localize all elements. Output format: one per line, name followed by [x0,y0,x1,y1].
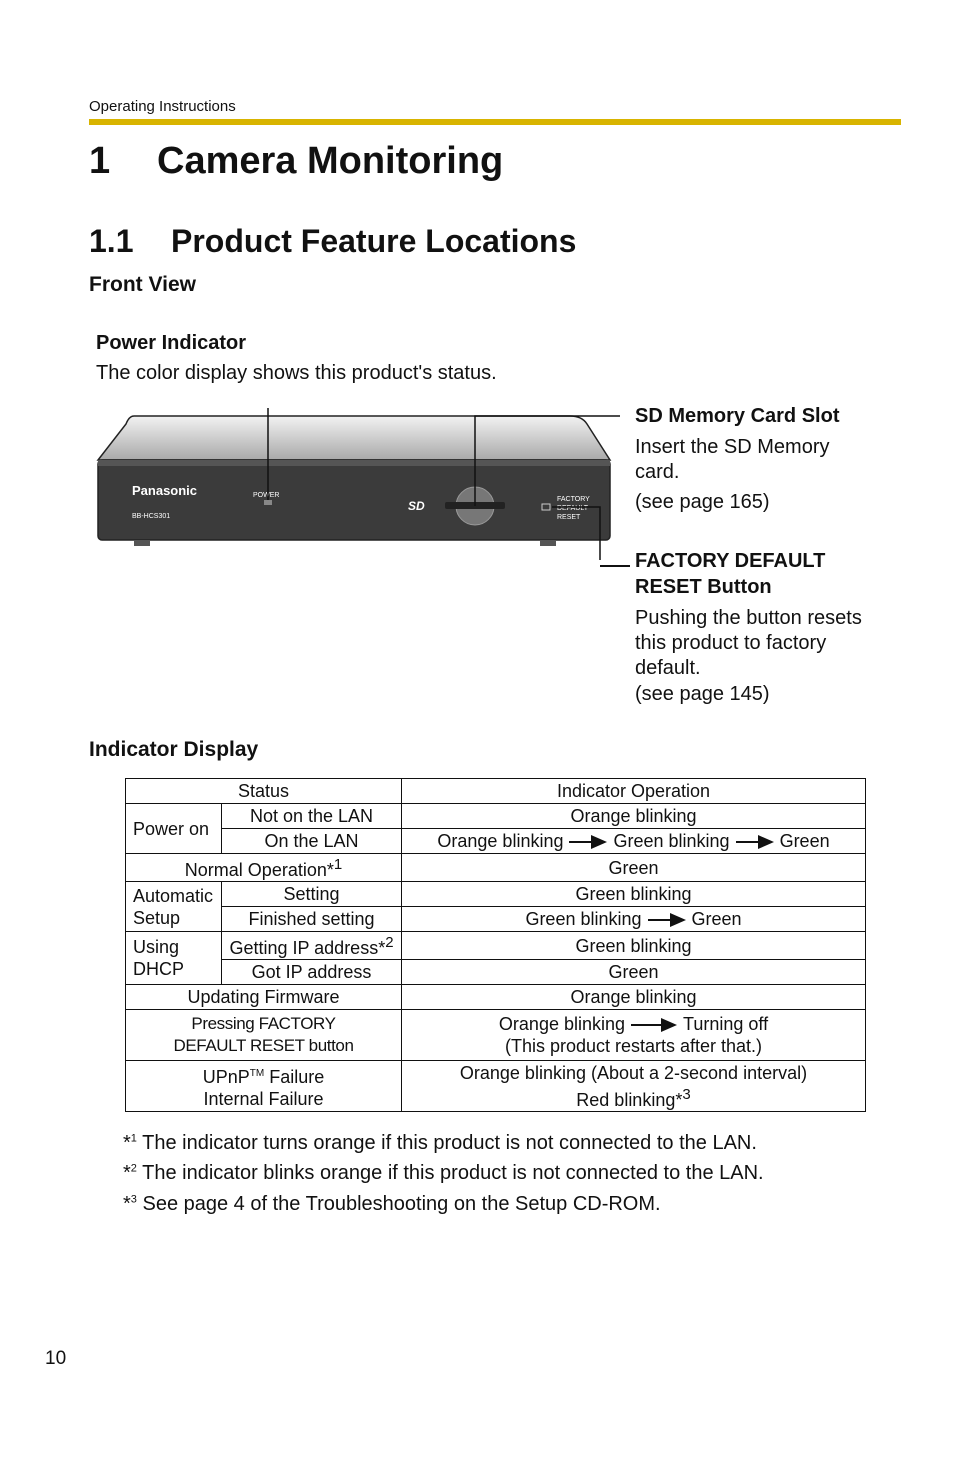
status-cell [126,854,402,882]
op-step: Green blinking [525,909,642,929]
status-text: UPnP [202,1066,250,1087]
sd-slot-title: SD Memory Card Slot [635,405,840,427]
power-on-cell: Power on [126,804,222,854]
status-text: DEFAULT RESET button [173,1036,354,1055]
footnote-ref: 3 [682,1085,691,1103]
reset-desc-2: this product to factory [635,632,827,654]
indicator-table [125,778,866,1112]
table-row [126,1061,866,1112]
operation-header: Indicator Operation [402,779,866,804]
reset-desc-1: Pushing the button resets [635,607,862,629]
operation-cell: Green [402,854,866,882]
status-text: Failure [264,1066,325,1087]
device-reset-label: RESET [557,514,581,521]
group-label: Automatic [133,885,214,906]
device-power-label: POWER [253,492,280,499]
status-cell: Setting [222,882,402,907]
device-factory-label: FACTORY [557,496,590,503]
status-text: Pressing FACTORY [191,1014,336,1033]
front-view-heading: Front View [89,273,196,296]
status-cell: Updating Firmware [126,985,402,1010]
reset-title-1: FACTORY DEFAULT [635,550,826,572]
sd-slot-desc-2: card. [635,461,680,483]
device-foot [540,540,556,546]
arrow-icon [569,835,607,849]
group-label: Using [133,937,180,957]
section-title [89,223,576,260]
footnote-3: *$^3$ See page 4 of the Troubleshooting on the Setup CD-ROM. [123,1193,661,1215]
section-title-text: Product Feature Locations [171,223,577,259]
table-row [126,985,866,1010]
op-note: (This product restarts after that.) [504,1036,763,1056]
page-number: 10 [45,1348,67,1369]
sd-slot-ref: (see page 165) [635,491,770,513]
table-row [126,907,866,932]
device-top [98,416,610,460]
device-foot [134,540,150,546]
header-rule [89,119,901,125]
chapter-title-text: Camera Monitoring [157,140,504,182]
footnote-ref: 1 [333,856,343,873]
op-step: Orange blinking (About a 2-second interval) [459,1062,808,1083]
using-dhcp-cell [126,932,222,985]
op-step: Green blinking [613,831,730,851]
operation-cell: Green blinking [402,932,866,960]
table-row [126,1010,866,1061]
footnote-1: *$^1$ The indicator turns orange if this product is not connected to the LAN. [123,1132,757,1154]
op-step: Green [779,831,830,851]
table-row [126,882,866,907]
automatic-setup-cell [126,882,222,932]
trademark: TM [249,1067,265,1079]
reset-title-2: RESET Button [635,576,772,598]
status-cell [126,1010,402,1061]
device-default-label: DEFAULT [557,505,588,512]
status-text: Getting IP address* [229,938,386,958]
chapter-title [89,140,503,183]
reset-callout-tail [600,565,630,567]
status-cell [126,1061,402,1112]
op-step: Orange blinking [498,1014,626,1034]
device-model: BB-HCS301 [132,513,171,520]
operation-cell [402,829,866,854]
status-cell: On the LAN [222,829,402,854]
table-row [126,932,866,960]
indicator-display-heading: Indicator Display [89,738,259,761]
operation-cell: Green blinking [402,882,866,907]
power-indicator-title: Power Indicator [96,332,247,354]
status-cell: Finished setting [222,907,402,932]
op-step: Red blinking* [576,1089,683,1110]
section-number: 1.1 [89,223,134,259]
reset-ref: (see page 145) [635,683,770,705]
power-indicator-desc: The color display shows this product's status. [96,362,497,384]
operation-cell [402,1061,866,1112]
status-cell [222,932,402,960]
table-header-row [126,779,866,804]
arrow-icon [631,1018,677,1032]
op-step: Green [691,909,742,929]
op-step: Turning off [683,1014,769,1034]
arrow-icon [648,913,686,927]
device-brand: Panasonic [132,483,198,498]
footnote-ref: 2 [385,934,394,951]
table-row [126,829,866,854]
table-row [126,960,866,985]
group-label: DHCP [133,959,185,979]
status-cell: Not on the LAN [222,804,402,829]
operation-cell [402,907,866,932]
operation-cell: Orange blinking [402,804,866,829]
operation-cell: Orange blinking [402,985,866,1010]
status-text: Internal Failure [203,1088,324,1109]
table-row [126,804,866,829]
sd-logo: SD [408,499,425,513]
running-header: Operating Instructions [89,98,236,115]
operation-cell: Green [402,960,866,985]
footnote-2: *$^2$ The indicator blinks orange if this product is not connected to the LAN. [123,1162,764,1184]
sd-slot-desc-1: Insert the SD Memory [635,436,830,458]
op-step: Orange blinking [437,831,564,851]
status-text: Normal Operation* [184,860,334,880]
power-led [264,500,272,505]
operation-cell [402,1010,866,1061]
group-label: Setup [133,907,181,928]
table-row [126,854,866,882]
device-front-illustration [90,400,630,560]
status-cell: Got IP address [222,960,402,985]
chapter-number: 1 [89,140,111,182]
device-front-panel [98,460,610,540]
arrow-icon [736,835,774,849]
reset-desc-3: default. [635,657,701,679]
status-header: Status [126,779,402,804]
